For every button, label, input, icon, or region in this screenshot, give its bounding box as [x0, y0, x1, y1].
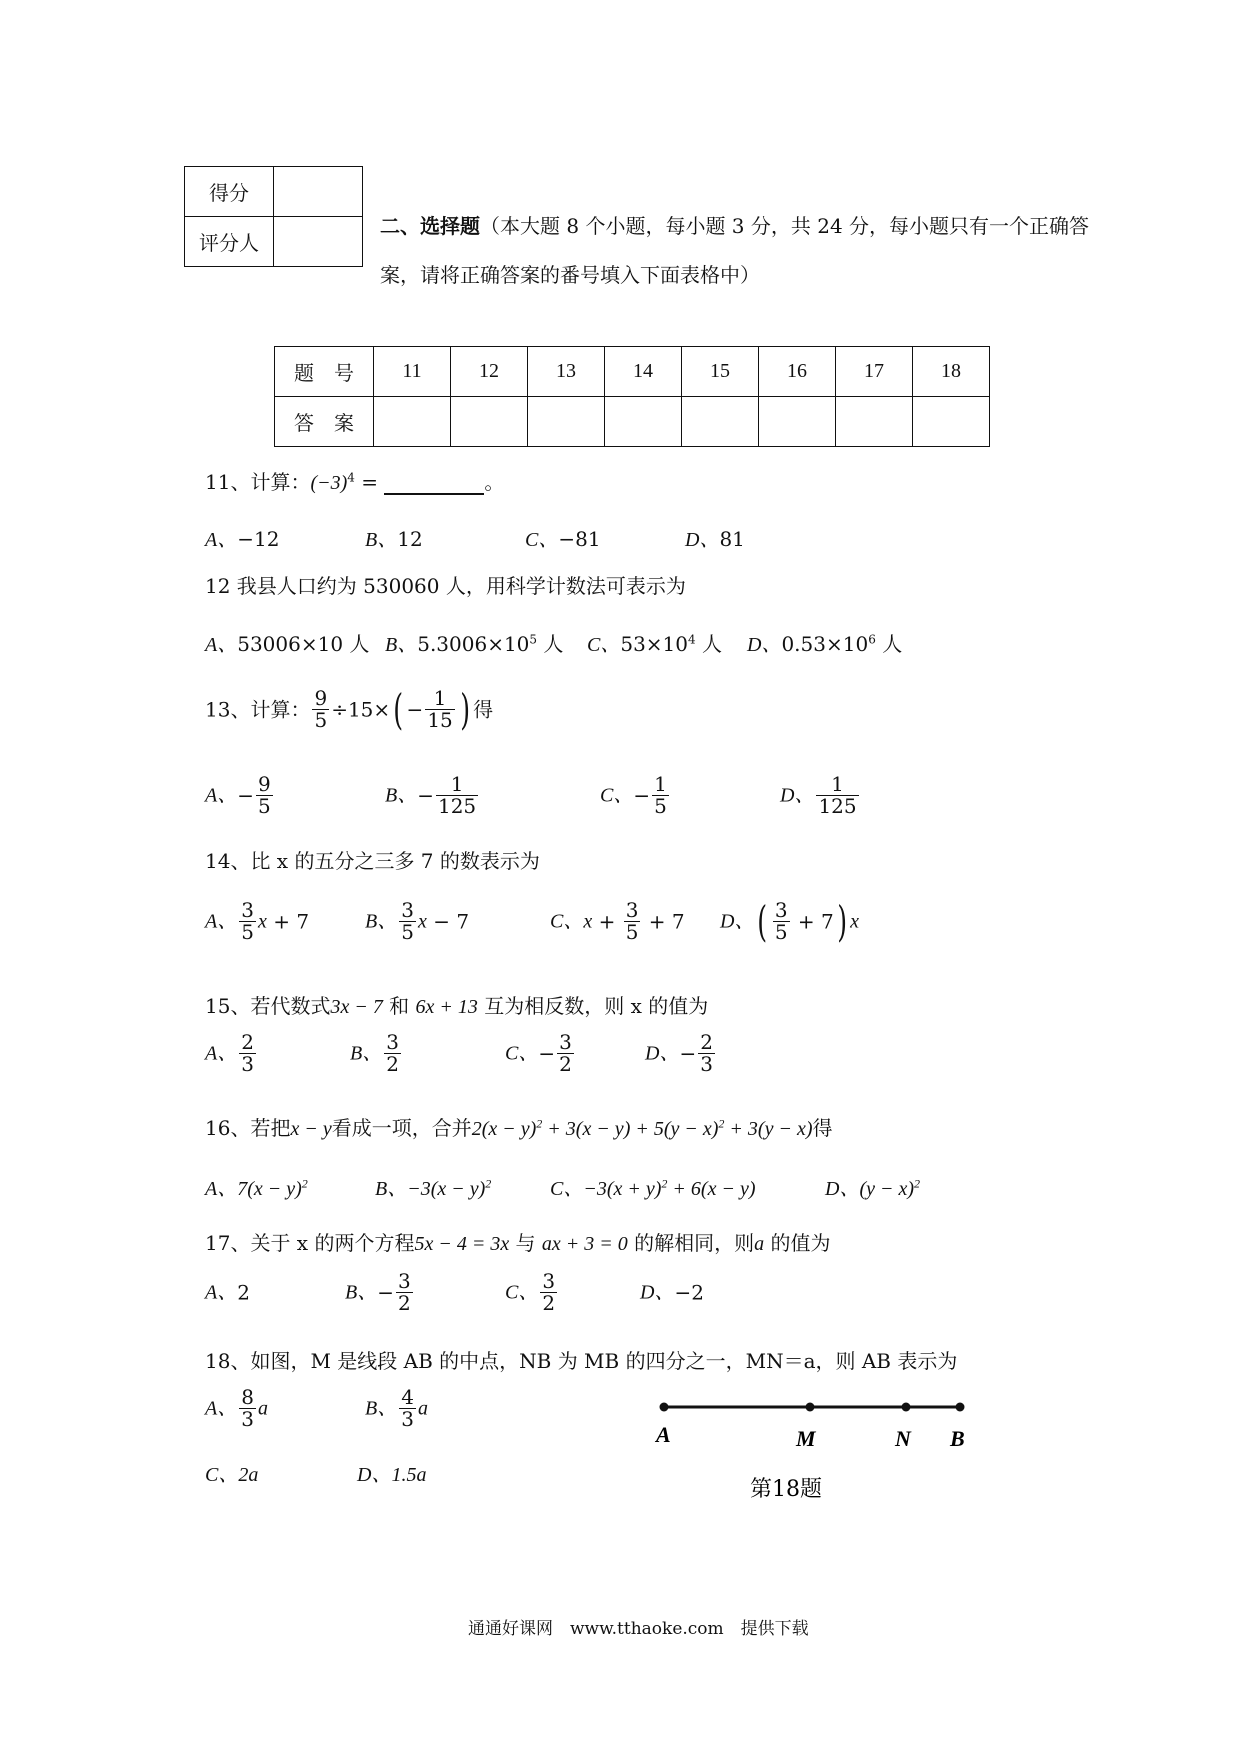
option-label: D、 — [645, 1042, 680, 1065]
q14-option-a[interactable]: A、 $\frac{3}{5}$ x + 7 — [205, 898, 310, 944]
q18-option-d-value: 1.5a — [391, 1464, 427, 1486]
question-15 — [205, 990, 708, 1019]
option-label: C、 — [587, 634, 621, 656]
q18-text: 18、如图，M 是线段 AB 的中点，NB 为 MB 的四分之一，MN＝a，则 AB 表示为 — [205, 1349, 958, 1373]
q11-option-a[interactable]: −12 — [237, 527, 280, 551]
option-label: D、 — [357, 1464, 392, 1486]
option-label: A、 — [205, 529, 238, 551]
option-label: D、 — [640, 1281, 675, 1304]
q14-text: 14、比 x 的五分之三多 7 的数表示为 — [205, 849, 540, 873]
q17-options — [205, 1271, 704, 1314]
point-a-dot — [660, 1403, 669, 1412]
q11-exp: 4 — [347, 470, 355, 485]
q17-end: 的值为 — [764, 1231, 831, 1255]
q16-options — [205, 1172, 920, 1201]
q12-option-a[interactable]: 53006×10 人 — [237, 632, 370, 656]
option-label: B、 — [375, 1178, 408, 1200]
question-number: 17 — [836, 347, 913, 397]
section-desc-2: 案，请将正确答案的番号填入下面表格中） — [380, 263, 760, 287]
q13-minus: − — [406, 697, 424, 722]
answer-label: 答 案 — [275, 397, 374, 447]
q16-text-pre: 16、若把 — [205, 1116, 291, 1140]
q15-e2: 6x + 13 — [415, 996, 478, 1018]
option-label: A、 — [205, 1281, 238, 1304]
q12-d-post: 人 — [875, 632, 903, 656]
q14-option-c[interactable]: C、x + $\frac{3}{5}$ + 7 — [550, 898, 685, 944]
q17-option-a-value: 2 — [237, 1280, 250, 1305]
q11-expr: (−3) — [310, 472, 348, 494]
option-label: B、 — [365, 910, 398, 933]
q17-option-d[interactable] — [640, 1281, 704, 1303]
q16-text-mid: 看成一项，合并 — [331, 1116, 472, 1140]
q12-text: 12 我县人口约为 530060 人，用科学计数法可表示为 — [205, 574, 686, 598]
question-number: 14 — [605, 347, 682, 397]
q18-option-c[interactable] — [205, 1458, 357, 1487]
q18-options-row1 — [205, 1387, 428, 1430]
q14-option-d[interactable]: D、( $\frac{3}{5}$ + 7) x — [720, 896, 860, 946]
option-label: B、 — [350, 1042, 383, 1065]
option-label: A、 — [205, 784, 238, 807]
question-13 — [205, 684, 494, 734]
q15-text-post: 互为相反数，则 x 的值为 — [477, 994, 709, 1018]
q18-option-c-value: 2a — [238, 1464, 259, 1486]
question-11 — [205, 466, 504, 495]
q13-option-d[interactable]: D、 $\frac{1}{125}$ — [780, 772, 857, 818]
q16-option-d[interactable]: D、$(y - x)^2$ — [825, 1176, 921, 1200]
q13-prefix: 13、计算： — [205, 697, 311, 722]
question-number: 11 — [374, 347, 451, 397]
point-b-dot — [956, 1403, 965, 1412]
q18-options-row2 — [205, 1458, 426, 1487]
q17-option-a[interactable] — [205, 1281, 345, 1303]
footer-text: 通通好课网 www.tthaoke.com 提供下载 — [468, 1619, 809, 1639]
point-m-label: M — [796, 1426, 816, 1451]
q15-e1: 3x − 7 — [330, 996, 383, 1018]
option-label: B、 — [385, 784, 418, 807]
option-label: D、 — [747, 634, 782, 656]
q17-text-post: 的解相同，则 — [627, 1231, 755, 1255]
q16-expression: $2(x - y)^2 + 3(x - y) + 5(y - x)^2 + 3(y - x)$ — [471, 1116, 813, 1140]
q11-eq: = — [354, 470, 385, 494]
answer-cell[interactable] — [836, 397, 913, 447]
answer-cell[interactable] — [451, 397, 528, 447]
q15-option-d[interactable]: D、− $\frac{2}{3}$ — [645, 1030, 713, 1076]
figure-caption: 第18题 — [750, 1477, 822, 1502]
option-label: C、 — [205, 1464, 239, 1486]
option-label: B、 — [365, 1397, 398, 1420]
answer-cell[interactable] — [528, 397, 605, 447]
answer-cell[interactable] — [605, 397, 682, 447]
q12-c-post: 人 — [695, 632, 722, 656]
paren-left: ( — [393, 684, 404, 734]
fraction-1-15: $\frac{1}{15}$ — [427, 686, 453, 732]
q13-options — [205, 774, 861, 817]
q16-option-c[interactable]: C、$-3(x + y)^2 + 6(x - y)$ — [550, 1176, 756, 1200]
q15-options — [205, 1032, 717, 1075]
q12-options — [205, 628, 902, 657]
q16-option-b[interactable]: B、$-3(x - y)^2$ — [375, 1176, 492, 1200]
answer-table-header-row — [275, 347, 990, 397]
q12-b-post: 人 — [537, 632, 564, 656]
q16-xy: x − y — [290, 1118, 332, 1140]
section-heading — [380, 210, 1089, 239]
grader-cell[interactable] — [274, 217, 363, 267]
q13-div: ÷15× — [331, 697, 391, 722]
segment-figure — [650, 1395, 990, 1515]
option-label: A、 — [205, 1178, 238, 1200]
question-number: 13 — [528, 347, 605, 397]
score-label: 得分 — [185, 167, 274, 217]
q14-options — [205, 896, 860, 946]
answer-table-answer-row — [275, 397, 990, 447]
q11-option-b[interactable]: 12 — [397, 527, 423, 551]
q17-eq1: 5x − 4 = 3x — [414, 1233, 510, 1255]
q11-option-d[interactable]: 81 — [719, 527, 745, 551]
question-17 — [205, 1227, 831, 1256]
q17-mid: 与 — [509, 1231, 542, 1255]
question-number: 15 — [682, 347, 759, 397]
question-number: 16 — [759, 347, 836, 397]
q12-option-b[interactable] — [385, 628, 587, 657]
q12-option-c[interactable] — [587, 628, 747, 657]
option-label: C、 — [550, 910, 584, 933]
section-desc-1: （本大题 8 个小题，每小题 3 分，共 24 分，每小题只有一个正确答 — [480, 214, 1090, 238]
q18-option-a[interactable]: A、 $\frac{8}{3}$ a — [205, 1385, 268, 1431]
q15-option-c[interactable]: C、− $\frac{3}{2}$ — [505, 1030, 572, 1076]
q15-option-a[interactable]: A、 $\frac{2}{3}$ — [205, 1030, 254, 1076]
q11-options — [205, 523, 745, 552]
q12-b-pre: 5.3006×10 — [417, 632, 530, 656]
q12-option-d[interactable] — [747, 628, 902, 657]
q17-option-c[interactable]: C、 $\frac{3}{2}$ — [505, 1269, 556, 1315]
q16-option-a[interactable]: A、$7(x - y)^2$ — [205, 1176, 308, 1200]
option-label: D、 — [825, 1178, 860, 1200]
q11-blank[interactable] — [384, 473, 484, 495]
question-number: 12 — [451, 347, 528, 397]
fraction-9-5: $\frac{9}{5}$ — [314, 686, 328, 732]
point-n-label: N — [895, 1426, 911, 1451]
score-table — [184, 166, 363, 267]
q14-option-b[interactable]: B、 $\frac{3}{5}$ x − 7 — [365, 898, 470, 944]
q17-text-pre: 17、关于 x 的两个方程 — [205, 1231, 415, 1255]
option-label: B、 — [345, 1281, 378, 1304]
answer-cell[interactable] — [759, 397, 836, 447]
q11-prefix: 11、计算： — [205, 470, 311, 494]
option-label: D、 — [685, 529, 720, 551]
section-title: 二、选择题 — [380, 214, 480, 238]
q17-a: a — [754, 1233, 765, 1255]
answer-cell[interactable] — [682, 397, 759, 447]
option-label: B、 — [385, 634, 418, 656]
q12-c-exp: 4 — [688, 632, 696, 647]
question-16 — [205, 1112, 833, 1141]
point-a-label: A — [656, 1422, 671, 1447]
q13-option-b[interactable]: B、− $\frac{1}{125}$ — [385, 772, 477, 818]
q11-option-c[interactable]: −81 — [558, 527, 601, 551]
q15-option-b[interactable]: B、 $\frac{3}{2}$ — [350, 1030, 399, 1076]
question-number-label: 题 号 — [275, 347, 374, 397]
q17-option-d-value: −2 — [674, 1280, 704, 1305]
q11-suffix: 。 — [484, 470, 505, 494]
q13-option-c[interactable]: C、− $\frac{1}{5}$ — [600, 772, 667, 818]
q15-mid: 和 — [382, 994, 416, 1018]
q16-text-post: 得 — [812, 1116, 833, 1140]
point-n-dot — [902, 1403, 911, 1412]
option-label: C、 — [505, 1042, 539, 1065]
answer-cell[interactable] — [913, 397, 990, 447]
answer-table — [274, 346, 990, 447]
option-label: B、 — [365, 529, 398, 551]
point-m-dot — [806, 1403, 815, 1412]
option-label: A、 — [205, 1042, 238, 1065]
q17-eq2: ax + 3 = 0 — [541, 1233, 628, 1255]
option-label: C、 — [505, 1281, 539, 1304]
q12-b-exp: 5 — [529, 632, 538, 647]
q17-option-b[interactable]: B、− $\frac{3}{2}$ — [345, 1269, 411, 1315]
option-label: A、 — [205, 910, 238, 933]
answer-cell[interactable] — [374, 397, 451, 447]
option-label: C、 — [525, 529, 559, 551]
q12-d-pre: 0.53×10 — [781, 632, 869, 656]
option-label: D、 — [780, 784, 815, 807]
question-number: 18 — [913, 347, 990, 397]
option-label: C、 — [600, 784, 634, 807]
q15-text-pre: 15、若代数式 — [205, 994, 331, 1018]
q12-c-pre: 53×10 — [620, 632, 688, 656]
q18-option-b[interactable]: B、 $\frac{4}{3}$ a — [365, 1385, 428, 1431]
option-label: A、 — [205, 634, 238, 656]
q13-option-a[interactable]: A、− $\frac{9}{5}$ — [205, 772, 271, 818]
option-label: D、 — [720, 910, 755, 933]
option-label: C、 — [550, 1178, 584, 1200]
score-cell[interactable] — [274, 167, 363, 217]
q13-suffix: 得 — [473, 697, 494, 722]
paren-right: ) — [460, 684, 470, 734]
grader-label: 评分人 — [185, 217, 274, 267]
point-b-label: B — [950, 1426, 965, 1451]
option-label: A、 — [205, 1397, 238, 1420]
q18-option-d[interactable] — [357, 1458, 426, 1487]
q12-d-exp: 6 — [868, 632, 876, 647]
